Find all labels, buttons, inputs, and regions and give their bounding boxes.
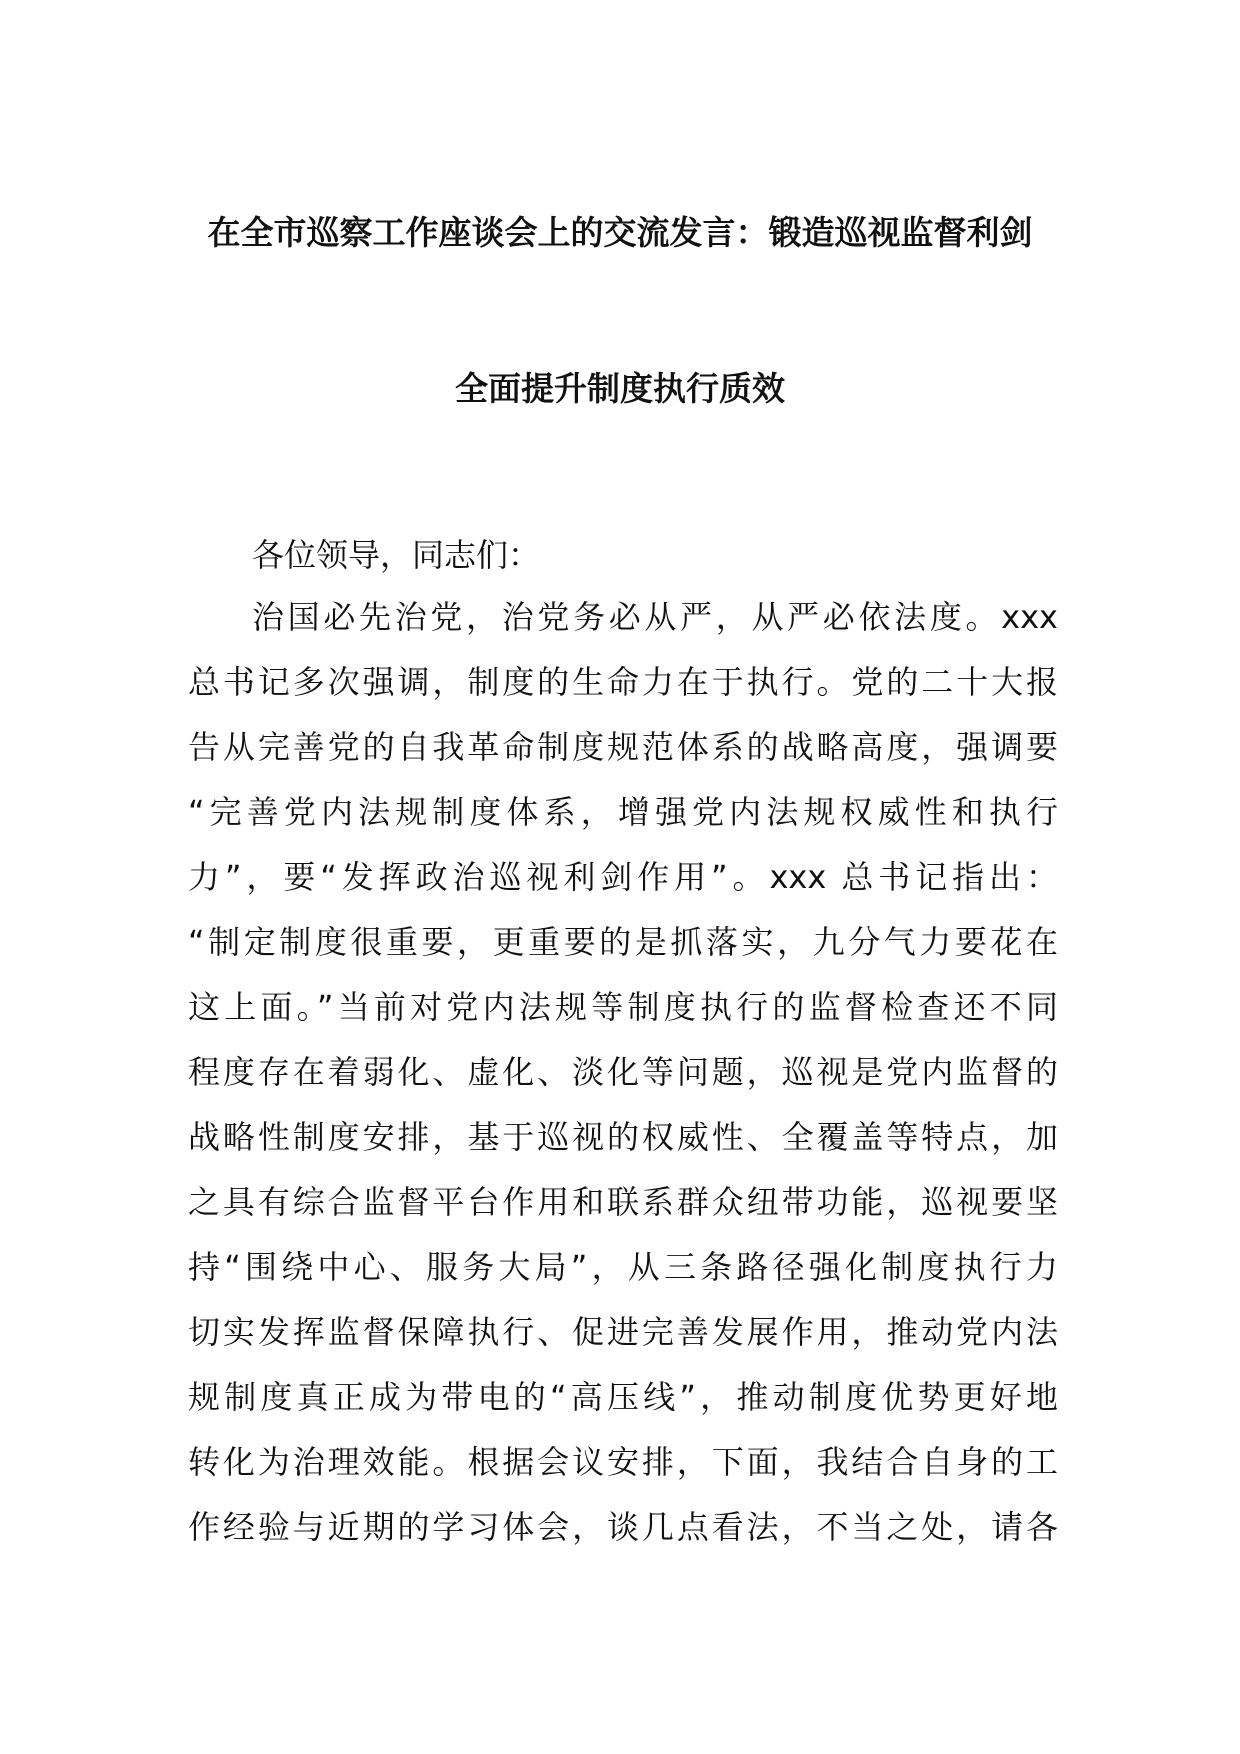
paragraph-line: 规制度真正成为带电的“高压线”，推动制度优势更好地	[188, 1378, 1058, 1416]
paragraph-line: 程度存在着弱化、虚化、淡化等问题，巡视是党内监督的	[188, 1053, 1058, 1091]
paragraph-line: “完善党内法规制度体系，增强党内法规权威性和执行	[188, 793, 1058, 831]
paragraph-line: 告从完善党的自我革命制度规范体系的战略高度，强调要	[188, 728, 1058, 766]
paragraph-line: 这上面。”当前对党内法规等制度执行的监督检查还不同	[188, 988, 1058, 1026]
paragraph-line: 之具有综合监督平台作用和联系群众纽带功能，巡视要坚	[188, 1183, 1058, 1221]
salutation: 各位领导，同志们：	[252, 536, 541, 574]
paragraph-line: 总书记多次强调，制度的生命力在于执行。党的二十大报	[188, 663, 1058, 701]
paragraph-line: 战略性制度安排，基于巡视的权威性、全覆盖等特点，加	[188, 1118, 1058, 1156]
paragraph-line: “制定制度很重要，更重要的是抓落实，九分气力要花在	[188, 923, 1058, 961]
paragraph-line: 治国必先治党，治党务必从严，从严必依法度。xxx	[252, 598, 1058, 636]
paragraph-line: 持“围绕中心、服务大局”，从三条路径强化制度执行力	[188, 1248, 1058, 1286]
paragraph-line: 切实发挥监督保障执行、促进完善发展作用，推动党内法	[188, 1313, 1058, 1351]
document-title-line-1: 在全市巡察工作座谈会上的交流发言：锻造巡视监督利剑	[207, 213, 1033, 252]
paragraph-line: 力”，要“发挥政治巡视利剑作用”。xxx 总书记指出：	[188, 858, 1058, 896]
paragraph-line: 转化为治理效能。根据会议安排，下面，我结合自身的工	[188, 1443, 1058, 1481]
document-title-line-2: 全面提升制度执行质效	[455, 369, 785, 408]
paragraph-line: 作经验与近期的学习体会，谈几点看法，不当之处，请各	[188, 1508, 1058, 1546]
